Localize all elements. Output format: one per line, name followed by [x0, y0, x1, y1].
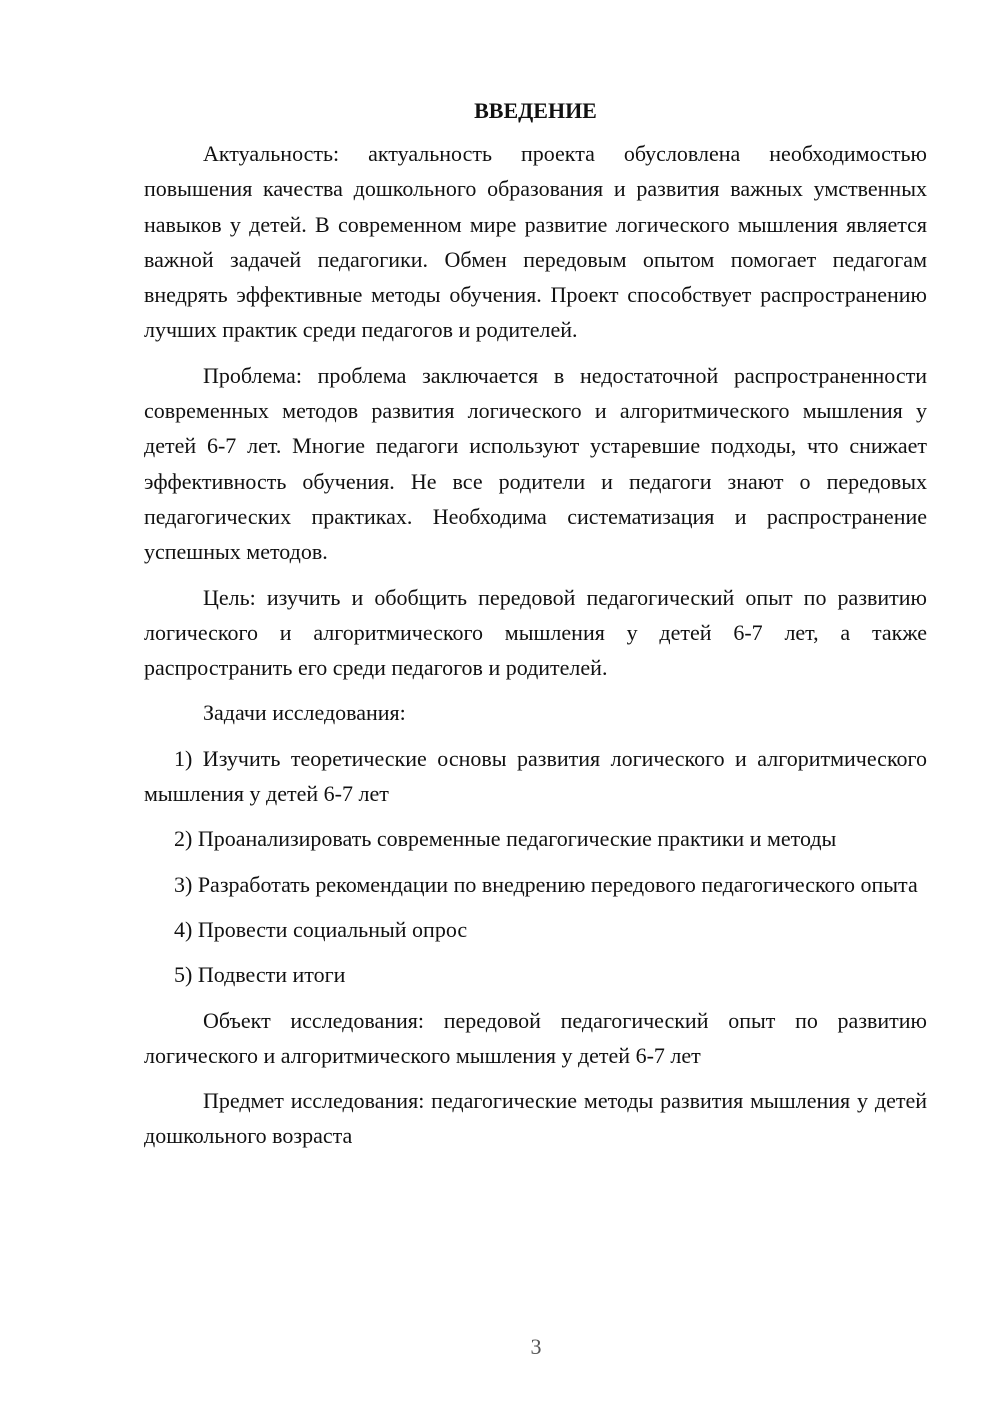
research-subject-paragraph: Предмет исследования: педагогические методы развития мышления у детей дошкольного возраста	[144, 1088, 927, 1149]
task-item-4: 4) Провести социальный опрос	[174, 916, 468, 942]
research-object-paragraph: Объект исследования: передовой педагогический опыт по развитию логического и алгоритмического мышления у детей 6-7 лет	[144, 1007, 927, 1068]
page-number: 3	[530, 1334, 542, 1359]
task-item-3: 3) Разработать рекомендации по внедрению передового педагогического опыта	[174, 871, 918, 897]
task-item-1: 1) Изучить теоретические основы развития логического и алгоритмического мышления у детей 6-7 лет	[144, 745, 927, 807]
page-content	[144, 96, 927, 1164]
page-title: ВВЕДЕНИЕ	[474, 98, 597, 123]
task-item-2: 2) Проанализировать современные педагогические практики и методы	[174, 826, 837, 852]
problem-paragraph: Проблема: проблема заключается в недостаточной распространенности современных методов развития логического и алгоритмического мышления у детей 6-7 лет. Многие педагоги используют устаревшие подходы, что снижает эффективность обучения. Не все родители и педагоги знают о передовых педагогических практиках. Необходима систематизация и распространение успешных методов.	[144, 362, 927, 565]
tasks-heading: Задачи исследования:	[203, 700, 406, 726]
task-item-5: 5) Подвести итоги	[174, 962, 346, 988]
goal-paragraph: Цель: изучить и обобщить передовой педагогический опыт по развитию логического и алгоритмического мышления у детей 6-7 лет, а также распространить его среди педагогов и родителей.	[144, 584, 927, 681]
relevance-paragraph: Актуальность: актуальность проекта обусловлена необходимостью повышения качества дошкольного образования и развития важных умственных навыков у детей. В современном мире развитие логического мышления является важной задачей педагогики. Обмен передовым опытом помогает педагогам внедрять эффективные методы обучения. Проект способствует распространению лучших практик среди педагогов и родителей.	[144, 141, 927, 343]
